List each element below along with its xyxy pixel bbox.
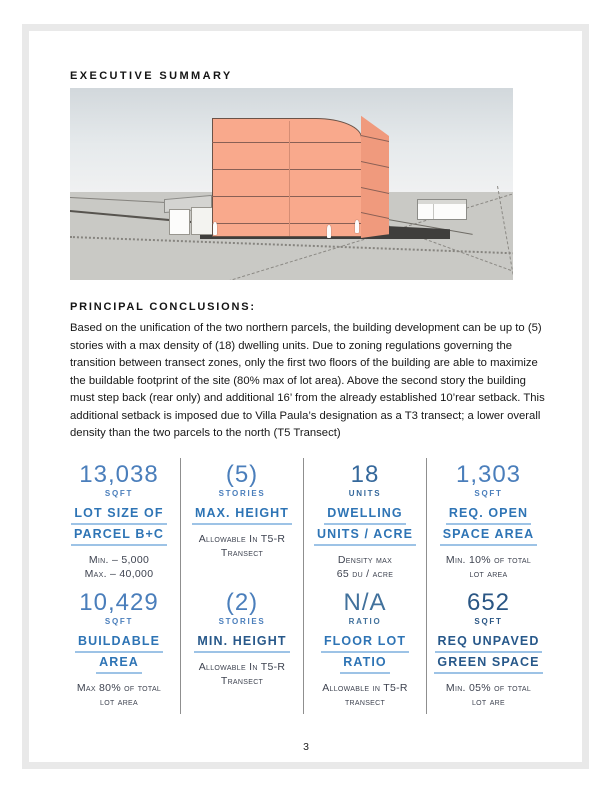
- stat-heading-line: GREEN SPACE: [434, 653, 542, 674]
- stat-heading: [427, 504, 550, 546]
- pedestrian-figure: [213, 222, 217, 235]
- stat-subtext-line: lot area: [100, 696, 138, 708]
- accessory-panel-line: [433, 204, 434, 219]
- stat-heading-line: PARCEL B+C: [71, 525, 167, 546]
- stat-heading: [58, 632, 180, 674]
- stat-subtext-line: Max. – 40,000: [84, 568, 154, 580]
- stat-heading: [427, 632, 550, 674]
- building-floor-line: [212, 169, 362, 170]
- stat-floor-lot-ratio: [304, 586, 427, 714]
- stat-subtext: [58, 681, 180, 709]
- stat-unit: UNITS: [348, 489, 382, 498]
- stat-heading-line: FLOOR LOT: [321, 632, 409, 653]
- building-front-face: [212, 118, 362, 237]
- page-number: 3: [303, 741, 309, 753]
- pedestrian-figure: [355, 220, 359, 233]
- stat-lot-size: [58, 458, 181, 586]
- building-floor-line: [212, 196, 362, 197]
- stat-subtext: [427, 553, 550, 581]
- stat-max-height: [181, 458, 304, 586]
- stat-value: N/A: [343, 589, 387, 616]
- stat-buildable-area: [58, 586, 181, 714]
- stat-green-space: [427, 586, 550, 714]
- stat-heading-line: MAX. HEIGHT: [192, 504, 292, 525]
- stat-subtext-line: Max 80% of total: [76, 682, 162, 694]
- stat-value: 18: [350, 461, 380, 488]
- building-floor-line: [358, 186, 391, 194]
- stat-subtext: [181, 660, 303, 688]
- stat-heading-line: LOT SIZE OF: [71, 504, 166, 525]
- stat-value: 1,303: [455, 461, 522, 488]
- stat-heading: [58, 504, 180, 546]
- stat-subtext-line: Density max: [337, 554, 393, 566]
- stat-unit: STORIES: [218, 617, 266, 626]
- principal-conclusions-heading: PRINCIPAL CONCLUSIONS:: [70, 301, 256, 313]
- stat-subtext: [58, 553, 180, 581]
- accessory-structure: [191, 207, 213, 235]
- conclusions-paragraph: [70, 320, 554, 443]
- building-floor-line: [358, 160, 391, 168]
- stat-subtext-line: Allowable in T5-R: [322, 682, 408, 694]
- building-floor-line: [358, 134, 391, 142]
- accessory-structure: [417, 199, 467, 220]
- stat-unit: SQFT: [104, 489, 134, 498]
- paragraph-line: the buildable footprint of the site (80% max of lot area). Above the second story the building: [70, 374, 526, 387]
- stat-dwelling-units: [304, 458, 427, 586]
- stat-value: (2): [225, 589, 259, 616]
- stat-subtext: [304, 553, 426, 581]
- accessory-structure: [169, 209, 190, 235]
- stat-heading-line: RATIO: [340, 653, 389, 674]
- stat-subtext-line: 65 du / acre: [336, 568, 394, 580]
- stat-subtext-line: Allowable In T5-R: [198, 533, 286, 545]
- stat-subtext-line: Min. 10% of total: [445, 554, 532, 566]
- stat-subtext-line: transect: [344, 696, 386, 708]
- stat-subtext-line: Min. – 5,000: [88, 554, 150, 566]
- stat-value: 10,429: [79, 589, 159, 616]
- stat-subtext-line: Transect: [220, 547, 264, 559]
- stat-heading-line: MIN. HEIGHT: [194, 632, 289, 653]
- stat-min-height: [181, 586, 304, 714]
- stat-subtext: [427, 681, 550, 709]
- stat-unit: SQFT: [474, 617, 503, 626]
- stat-subtext-line: lot area: [469, 568, 508, 580]
- stat-heading-line: REQ. OPEN: [446, 504, 531, 525]
- building-floor-line: [212, 223, 362, 224]
- stat-unit: SQFT: [104, 617, 134, 626]
- stat-open-space: [427, 458, 550, 586]
- stat-heading: [304, 504, 426, 546]
- stat-heading: [181, 504, 303, 525]
- zoning-stats-grid: [58, 458, 550, 714]
- paragraph-line: density than the two parcels to the north (T5 Transect): [70, 427, 341, 439]
- stat-subtext-line: Transect: [220, 675, 264, 687]
- stat-heading-line: REQ UNPAVED: [435, 632, 543, 653]
- site-massing-render: [70, 88, 513, 280]
- pedestrian-figure: [327, 225, 331, 238]
- building-floor-line: [358, 211, 391, 219]
- paragraph-line: Based on the unification of the two northern parcels, the building development can be up to (5): [70, 322, 542, 334]
- stat-unit: SQFT: [474, 489, 503, 498]
- stat-unit: RATIO: [348, 617, 382, 626]
- stat-value: 13,038: [79, 461, 159, 488]
- paragraph-line: must step back (rear only) and additional 16’ from the already established 10’rear setback. This: [70, 392, 545, 404]
- building-floor-line: [212, 142, 362, 143]
- stat-value: 652: [466, 589, 511, 616]
- stat-subtext-line: lot are: [471, 696, 506, 708]
- stat-heading-line: AREA: [96, 653, 142, 674]
- paragraph-line: transition between transect zones, only the first two floors of the building are able to maximize: [70, 357, 538, 369]
- stat-subtext: [181, 532, 303, 560]
- executive-summary-heading: EXECUTIVE SUMMARY: [70, 70, 233, 82]
- building-corner-seam: [289, 121, 290, 236]
- stat-unit: STORIES: [218, 489, 266, 498]
- stat-subtext: [304, 681, 426, 709]
- stat-subtext-line: Min. 05% of total: [445, 682, 532, 694]
- stat-value: (5): [225, 461, 259, 488]
- stat-subtext-line: Allowable In T5-R: [198, 661, 286, 673]
- paragraph-line: additional setback is imposed due to Villa Paula’s designation as a T3 transect; a lower overall: [70, 409, 541, 422]
- stat-heading: [304, 632, 426, 674]
- stat-heading-line: UNITS / ACRE: [314, 525, 416, 546]
- stat-heading-line: SPACE AREA: [440, 525, 538, 546]
- stat-heading-line: DWELLING: [324, 504, 405, 525]
- paragraph-line: stories with a max density of (18) dwelling units. Due to zoning regulations governing the: [70, 339, 513, 352]
- stat-heading-line: BUILDABLE: [75, 632, 163, 653]
- stat-heading: [181, 632, 303, 653]
